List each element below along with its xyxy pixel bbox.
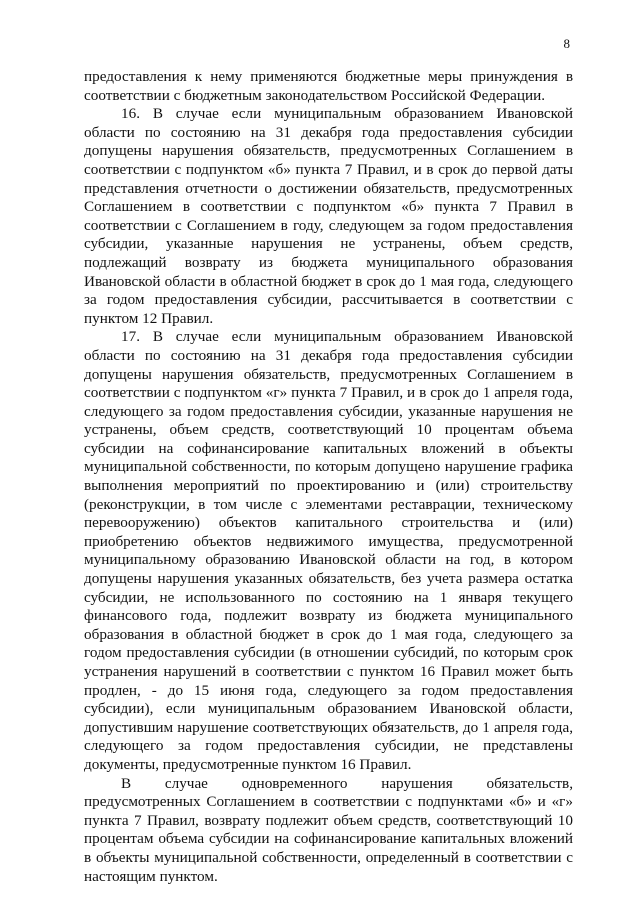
paragraph-clause-17: 17. В случае если муниципальным образованием Ивановской области по состоянию на 31 декабря года предоставления субсидии допущены нарушения обязательств, предусмотренных Соглашением в соответствии с подпунктом «г» пункта 7 Правил, и в срок до 1 апреля года, следующего за годом предоставления субсидии, указанные нарушения не устранены, объем средств, соответствующий 10 процентам объема субсидии на софинансирование капитальных вложений в объекты муниципальной собственности, по которым допущено нарушение графика выполнения мероприятий по проектированию и (или) строительству (реконструкции, в том числе с элементами реставрации, техническому перевооружению) объектов капитального строительства и (или) приобретению объектов недвижимого имущества, предусмотренной муниципальному образованию Ивановской области на год, в котором допущены нарушения указанных обязательств, без учета размера остатка субсидии, не использованного по состоянию на 1 января текущего финансового года, подлежит возврату из бюджета муниципального образования в областной бюджет в срок до 1 мая года, следующего за годом предоставления субсидии (в отношении субсидий, по которым срок устранения нарушений в соответствии с пунктом 16 Правил может быть продлен, - до 15 июня года, следующего за годом предоставления субсидии), если муниципальным образованием Ивановской области, допустившим нарушение соответствующих обязательств, до 1 апреля года, следующего за годом предоставления субсидии, не представлены документы, предусмотренные пунктом 16 Правил. [84, 328, 573, 773]
paragraph-continuation: предоставления к нему применяются бюджетные меры принуждения в соответствии с бюджетным законодательством Российской Федерации. [84, 68, 573, 104]
paragraph-simultaneous-violation: В случае одновременного нарушения обязательств, предусмотренных Соглашением в соответствии с подпунктами «б» и «г» пункта 7 Правил, возврату подлежит объем средств, соответствующий 10 процентам объема субсидии на софинансирование капитальных вложений в объекты муниципальной собственности, определенный в соответствии с настоящим пунктом. [84, 774, 573, 885]
page-number: 8 [563, 36, 570, 51]
document-body [84, 68, 573, 886]
paragraph-clause-16: 16. В случае если муниципальным образованием Ивановской области по состоянию на 31 декабря года предоставления субсидии допущены нарушения обязательств, предусмотренных Соглашением в соответствии с подпунктом «б» пункта 7 Правил, и в срок до первой даты представления отчетности о достижении обязательств, предусмотренных Соглашением в соответствии с подпунктом «б» пункта 7 Правил в соответствии с Соглашением в году, следующем за годом предоставления субсидии, указанные нарушения не устранены, объем средств, подлежащий возврату из бюджета муниципального образования Ивановской области в областной бюджет в срок до 1 мая года, следующего за годом предоставления субсидии, рассчитывается в соответствии с пунктом 12 Правил. [84, 105, 573, 327]
